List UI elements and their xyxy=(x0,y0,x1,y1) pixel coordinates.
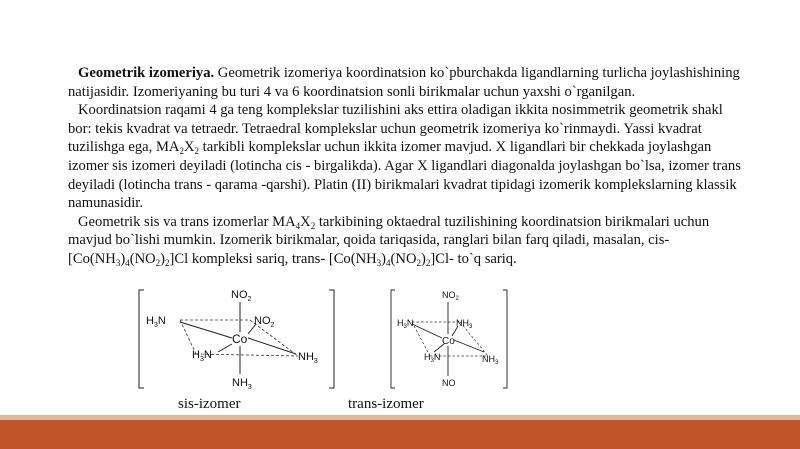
text-run: X xyxy=(300,213,311,230)
left-bracket xyxy=(391,290,395,388)
right-bracket xyxy=(503,290,507,388)
subscript: 2 xyxy=(194,146,200,157)
text-run: ) xyxy=(421,250,426,267)
cis-isomer-diagram xyxy=(138,284,338,394)
ligand-bottom: $NH_3$ xyxy=(232,377,252,391)
trans-isomer-diagram xyxy=(390,284,510,394)
text-run: ]Cl kompleksi sariq, trans- [Co(NH xyxy=(169,250,377,267)
text-run: ) xyxy=(120,250,126,267)
ligand-right: $NH_3$ xyxy=(298,351,318,365)
ligand-back-left: $H_3N$ xyxy=(192,349,212,363)
subscript: 3 xyxy=(115,257,121,268)
ligand-front-right: $NO_2$ xyxy=(254,315,275,329)
ligand-left: $H_3N$ xyxy=(146,315,166,329)
subscript: 2 xyxy=(416,257,421,268)
paragraph-square-planar xyxy=(68,101,748,213)
text-run: X xyxy=(183,139,195,156)
ligand-left: $H_3N$ xyxy=(397,318,414,330)
text-run: tarkibining oktaedral tuzilishining koordinatsion birikmalari uchun mavjud bo`lishi mumkin. Izomerik birikmalar, qoida tariqasida, ranglari bilan farq qiladi, masalan, cis- [Co(NH xyxy=(68,213,710,267)
subscript: 4 xyxy=(386,257,391,268)
text-run: ) xyxy=(160,250,166,267)
subscript: 2 xyxy=(310,220,316,231)
text-run: Koordinatsion raqami 4 ga teng komplekslar tuzilishini aks ettira oladigan ikkita nosimmetrik geometrik shakl bor: tekis kvadrat va tetraedr. Tetraedral komplekslar uchun geometrik izomeriya ko`rinmaydi. Yassi kvadrat tuzilishga ega, MA xyxy=(68,102,723,156)
ligand-bottom: NO xyxy=(442,378,456,388)
trans-isomer-caption: trans-izomer xyxy=(348,396,424,412)
trans-isomer-svg xyxy=(390,284,510,394)
ligand-right: $NH_3$ xyxy=(482,354,499,366)
right-bracket xyxy=(329,290,334,388)
text-run: Geometrik sis va trans izomerlar MA xyxy=(78,213,296,230)
paragraph-octahedral xyxy=(68,213,748,269)
paragraph-geometric-isomerism xyxy=(68,64,748,101)
central-atom: Co xyxy=(442,336,455,347)
subscript: 2 xyxy=(155,257,161,268)
text-run: (NO xyxy=(129,250,156,267)
ligand-back-left: $H_3N$ xyxy=(424,352,441,364)
cis-isomer-svg xyxy=(138,284,338,394)
slide-text xyxy=(68,64,748,269)
cis-isomer-caption: sis-izomer xyxy=(178,396,241,412)
text-run: ]Cl- to`q sariq. xyxy=(430,250,517,267)
central-atom: Co xyxy=(232,332,248,346)
subscript: 3 xyxy=(376,257,382,268)
subscript: 2 xyxy=(179,146,184,157)
text-run: (NO xyxy=(390,250,417,267)
subscript: 2 xyxy=(425,257,431,268)
paragraph-heading: Geometrik izomeriya. xyxy=(78,65,215,81)
footer-bar xyxy=(0,420,800,449)
ligand-top: $NO_2$ xyxy=(442,290,459,302)
paragraph-body: Geometrik izomeriya koordinatsion ko`pburchakda ligandlarning turlicha joylashishining natijasidir. Izomeriyaning bu turi 4 va 6 koordinatsion sonli birikmalar uchun yaxshi o`rganilgan. xyxy=(68,65,740,100)
text-run: ) xyxy=(381,250,387,267)
ligand-front-right: $NH_3$ xyxy=(456,318,473,330)
text-run: tarkibli komplekslar uchun ikkita izomer mavjud. X ligandlari bir chekkada joylashgan izomer sis izomeri deyiladi (lotincha cis - birgalikda). Agar X ligandlari diagonalda joylashgan bo`lsa, izomer trans deyiladi (lotincha trans - qarama -qarshi). Platin (II) birikmalari kvadrat tipidagi izomerik komplekslarning klassik namunasidir. xyxy=(68,139,741,212)
left-bracket xyxy=(139,290,144,388)
ligand-top: $NO_2$ xyxy=(231,289,252,303)
subscript: 4 xyxy=(295,220,301,231)
subscript: 4 xyxy=(125,257,130,268)
subscript: 2 xyxy=(165,257,170,268)
